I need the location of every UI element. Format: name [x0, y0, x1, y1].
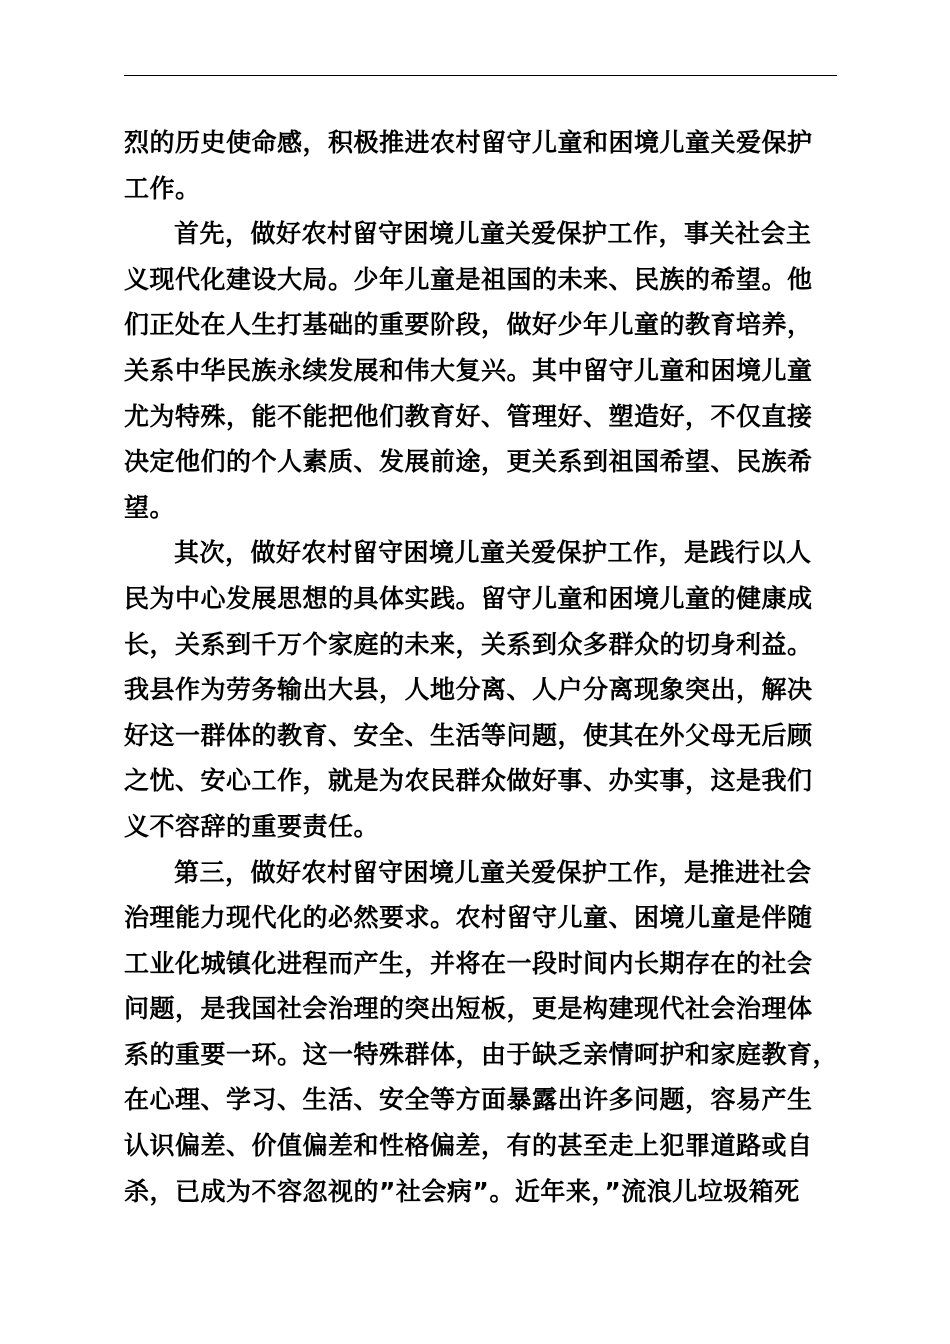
text-line: 民为中心发展思想的具体实践。留守儿童和困境儿童的健康成 [124, 583, 813, 613]
document-body [124, 120, 864, 1214]
text-line: 长，关系到千万个家庭的未来，关系到众多群众的切身利益。 [124, 629, 813, 659]
text-line: 们正处在人生打基础的重要阶段，做好少年儿童的教育培养， [124, 310, 813, 340]
text-line: 系的重要一环。这一特殊群体，由于缺乏亲情呵护和家庭教育， [124, 1039, 839, 1069]
text-line: 在心理、学习、生活、安全等方面暴露出许多问题，容易产生 [124, 1085, 813, 1115]
text-line: 尤为特殊，能不能把他们教育好、管理好、塑造好，不仅直接 [124, 401, 813, 431]
text-line: 工业化城镇化进程而产生，并将在一段时间内长期存在的社会 [124, 948, 813, 978]
text-line: 望。 [124, 492, 176, 522]
text-line: 认识偏差、价值偏差和性格偏差，有的甚至走上犯罪道路或自 [124, 1131, 813, 1161]
paragraph-start-line: 首先，做好农村留守困境儿童关爱保护工作，事关社会主 [174, 219, 812, 249]
paragraph-start-line: 第三，做好农村留守困境儿童关爱保护工作，是推进社会 [174, 857, 812, 887]
paragraph-start-line: 其次，做好农村留守困境儿童关爱保护工作，是践行以人 [174, 538, 812, 568]
text-line: 义不容辞的重要责任。 [124, 811, 380, 841]
text-line: 义现代化建设大局。少年儿童是祖国的未来、民族的希望。他 [124, 264, 813, 294]
text-line: 关系中华民族永续发展和伟大复兴。其中留守儿童和困境儿童 [124, 355, 813, 385]
text-line: 决定他们的个人素质、发展前途，更关系到祖国希望、民族希 [124, 447, 813, 477]
text-line: 问题，是我国社会治理的突出短板，更是构建现代社会治理体 [124, 994, 813, 1024]
text-line: 杀，已成为不容忽视的”社会病”。近年来，”流浪儿垃圾箱死 [124, 1176, 800, 1206]
text-line: 烈的历史使命感，积极推进农村留守儿童和困境儿童关爱保护 [124, 128, 813, 157]
header-rule [124, 75, 837, 76]
text-line: 好这一群体的教育、安全、生活等问题，使其在外父母无后顾 [124, 720, 813, 750]
text-line: 治理能力现代化的必然要求。农村留守儿童、困境儿童是伴随 [124, 903, 813, 933]
text-line: 工作。 [124, 173, 201, 203]
text-line: 之忧、安心工作，就是为农民群众做好事、办实事，这是我们 [124, 766, 813, 796]
text-line: 我县作为劳务输出大县，人地分离、人户分离现象突出，解决 [124, 675, 813, 705]
